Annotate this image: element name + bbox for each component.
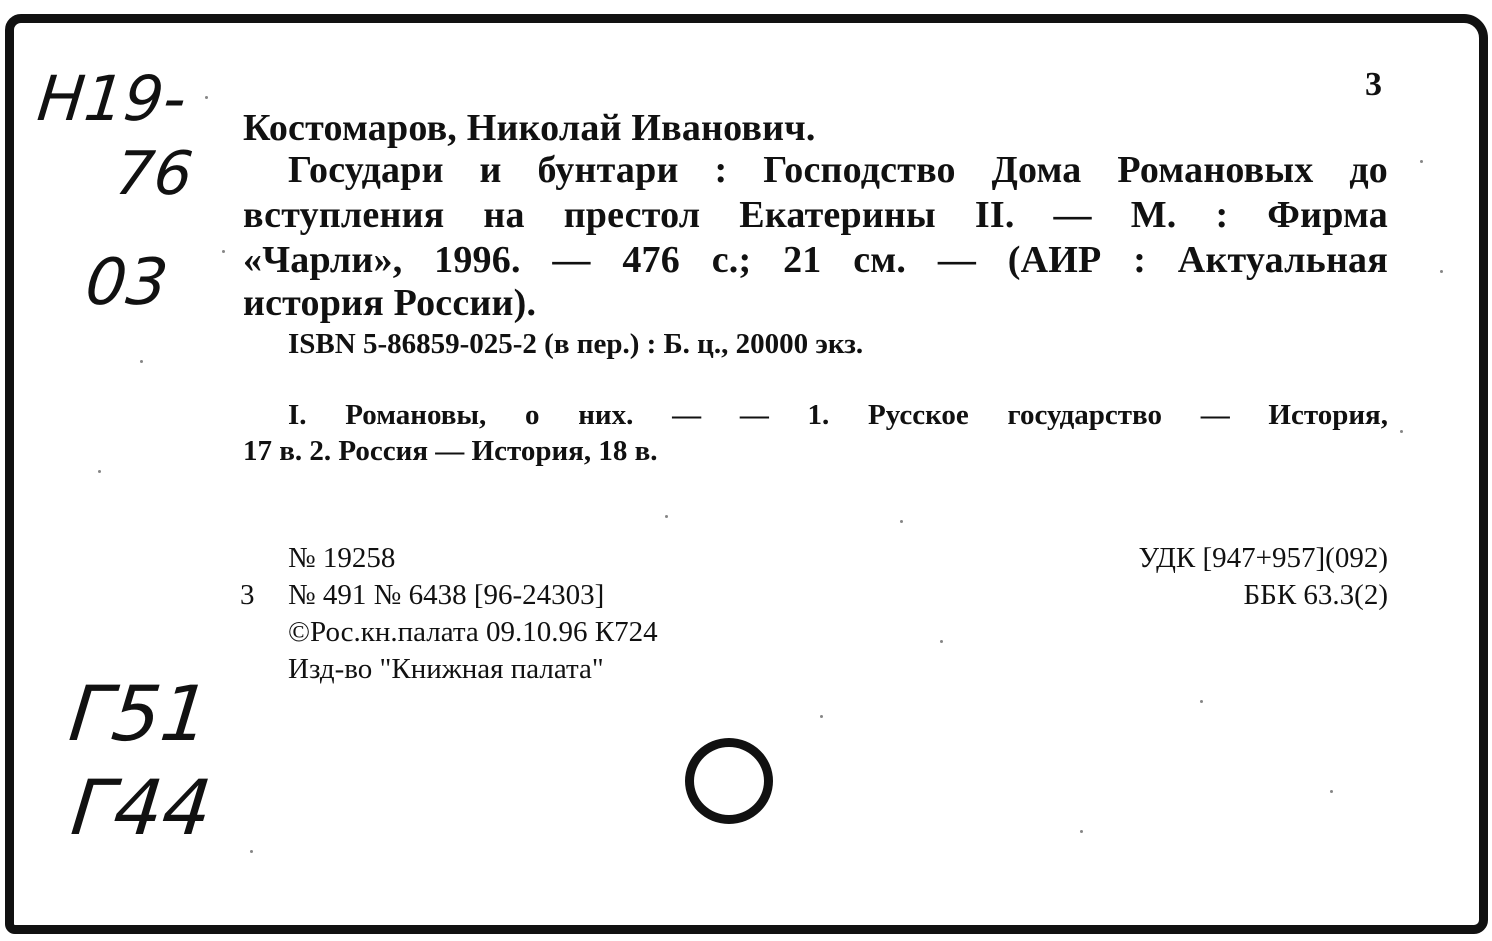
speck-dot <box>140 360 143 363</box>
title-line-2: вступления на престол Екатерины II. — М. : Фирма <box>243 194 1388 236</box>
handwritten-code-bottom-2: Г44 <box>67 763 216 852</box>
title-line-3: «Чарли», 1996. — 476 с.; 21 см. — (АИР : Актуальная <box>243 239 1388 281</box>
registry-number-1: № 19258 <box>288 542 396 574</box>
speck-dot <box>900 520 903 523</box>
speck-dot <box>1420 160 1423 163</box>
speck-dot <box>1330 790 1333 793</box>
handwritten-call-number-top: Н19- <box>34 62 190 135</box>
speck-dot <box>1400 430 1403 433</box>
title-line-1: Государи и бунтари : Господство Дома Романовых до <box>288 149 1388 191</box>
registry-left-marker: 3 <box>240 579 255 611</box>
registry-number-2: № 491 № 6438 [96-24303] <box>288 579 605 611</box>
author-heading: Костомаров, Николай Иванович. <box>243 107 816 149</box>
subjects-line-2: 17 в. 2. Россия — История, 18 в. <box>243 435 658 467</box>
speck-dot <box>665 515 668 518</box>
publisher-line: Изд-во "Книжная палата" <box>288 653 604 685</box>
speck-dot <box>205 96 208 99</box>
speck-dot <box>222 250 225 253</box>
speck-dot <box>1440 270 1443 273</box>
subjects-line-1: I. Романовы, о них. — — 1. Русское государство — История, <box>288 399 1388 431</box>
speck-dot <box>98 470 101 473</box>
title-line-4: история России). <box>243 282 537 324</box>
udc-classification: УДК [947+957](092) <box>1138 542 1388 574</box>
speck-dot <box>820 715 823 718</box>
book-chamber-line: ©Рос.кн.палата 09.10.96 К724 <box>288 616 658 648</box>
isbn-line: ISBN 5-86859-025-2 (в пер.) : Б. ц., 20000 экз. <box>288 328 864 360</box>
speck-dot <box>940 640 943 643</box>
handwritten-call-number-second: 76 <box>112 139 197 209</box>
card-number: 3 <box>1365 66 1382 103</box>
speck-dot <box>1080 830 1083 833</box>
handwritten-code-mid: 03 <box>82 246 172 320</box>
bbk-classification: ББК 63.3(2) <box>1243 579 1388 611</box>
punch-hole-circle <box>685 738 773 824</box>
speck-dot <box>250 850 253 853</box>
handwritten-code-bottom-1: Г51 <box>65 669 214 758</box>
speck-dot <box>1200 700 1203 703</box>
